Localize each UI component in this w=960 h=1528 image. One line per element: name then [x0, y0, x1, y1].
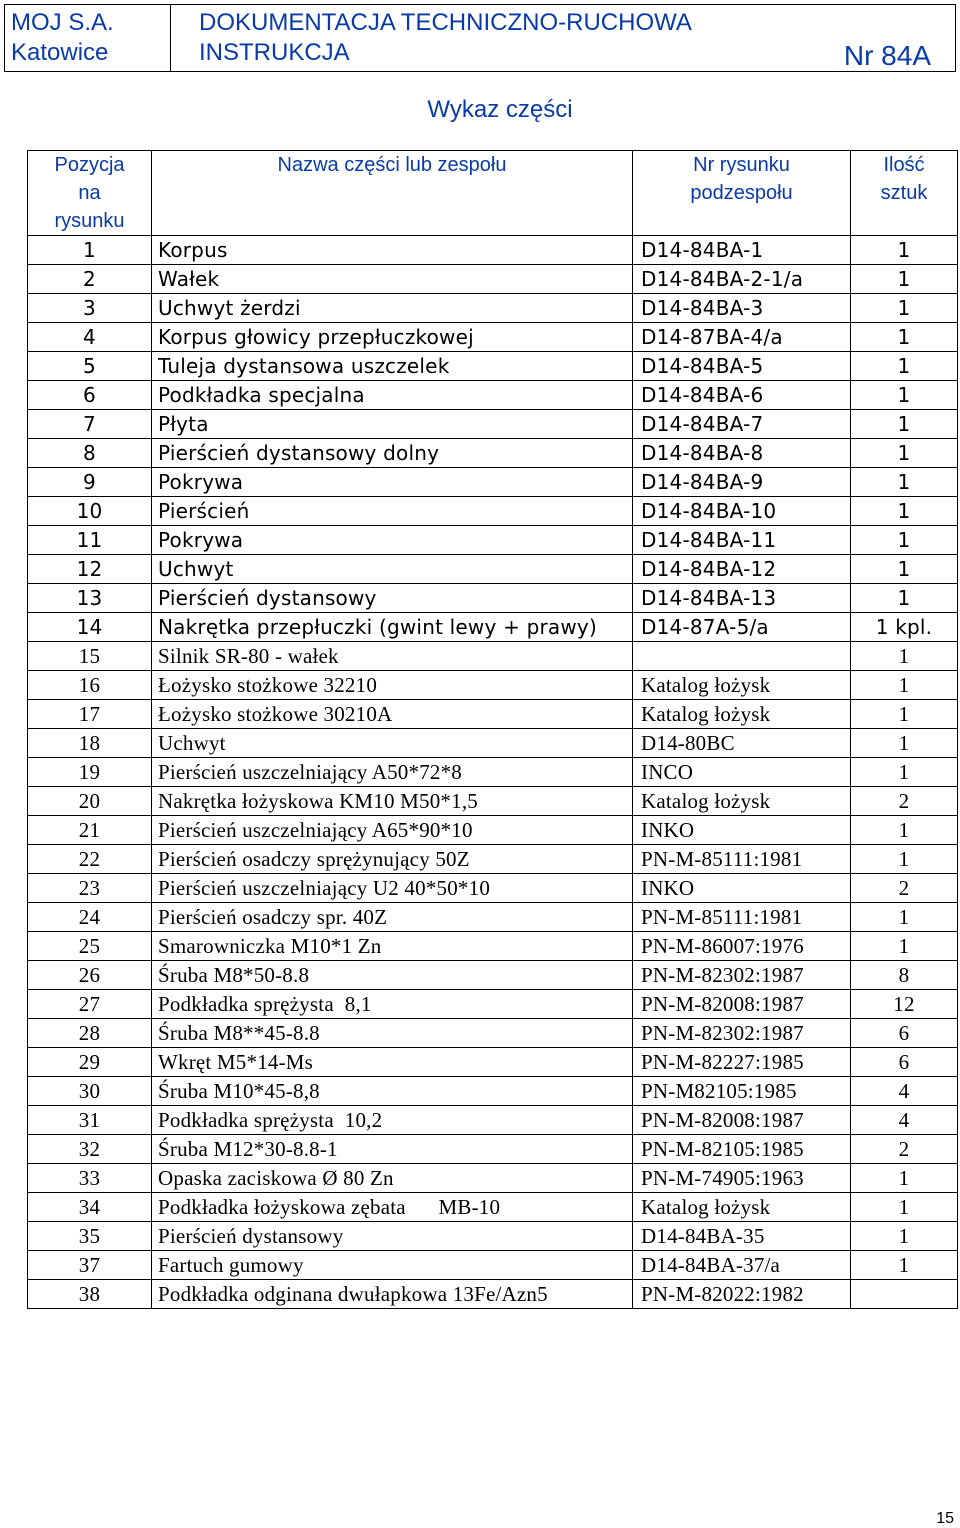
- cell-quantity: 1: [851, 497, 958, 526]
- cell-name: Tuleja dystansowa uszczelek: [152, 352, 633, 381]
- cell-quantity: 1: [851, 381, 958, 410]
- cell-drawing: D14-84BA-35: [633, 1222, 851, 1251]
- cell-drawing: D14-84BA-12: [633, 555, 851, 584]
- cell-position: 7: [28, 410, 152, 439]
- cell-position: 24: [28, 903, 152, 932]
- document-header: [4, 4, 956, 72]
- cell-position: 1: [28, 236, 152, 265]
- cell-quantity: 12: [851, 990, 958, 1019]
- document-type: DOKUMENTACJA TECHNICZNO-RUCHOWA: [199, 9, 692, 36]
- cell-name: Płyta: [152, 410, 633, 439]
- cell-drawing: D14-84BA-2-1/a: [633, 265, 851, 294]
- cell-position: 4: [28, 323, 152, 352]
- cell-drawing: D14-84BA-10: [633, 497, 851, 526]
- table-row: [28, 1251, 958, 1280]
- column-header-drawing-label: Nr rysunku podzespołu: [690, 154, 793, 204]
- table-row: [28, 497, 958, 526]
- cell-position: 9: [28, 468, 152, 497]
- cell-name: Śruba M10*45-8,8: [152, 1077, 633, 1106]
- cell-name: Pierścień osadczy spr. 40Z: [152, 903, 633, 932]
- cell-drawing: INKO: [633, 816, 851, 845]
- cell-drawing: Katalog łożysk: [633, 671, 851, 700]
- cell-drawing: PN-M-82105:1985: [633, 1135, 851, 1164]
- cell-drawing: Katalog łożysk: [633, 787, 851, 816]
- cell-position: 14: [28, 613, 152, 642]
- cell-drawing: D14-80BC: [633, 729, 851, 758]
- cell-name: Łożysko stożkowe 30210A: [152, 700, 633, 729]
- parts-table: [27, 150, 958, 1309]
- document-title-box: [171, 5, 955, 71]
- cell-position: 11: [28, 526, 152, 555]
- column-header-position-label: Pozycja na rysunku: [54, 154, 125, 232]
- cell-position: 27: [28, 990, 152, 1019]
- cell-drawing: D14-87A-5/a: [633, 613, 851, 642]
- cell-quantity: 1: [851, 352, 958, 381]
- cell-name: Łożysko stożkowe 32210: [152, 671, 633, 700]
- table-row: [28, 613, 958, 642]
- table-row: [28, 526, 958, 555]
- cell-quantity: 1: [851, 294, 958, 323]
- cell-quantity: 1: [851, 584, 958, 613]
- table-row: [28, 758, 958, 787]
- cell-drawing: D14-87BA-4/a: [633, 323, 851, 352]
- cell-drawing: D14-84BA-8: [633, 439, 851, 468]
- cell-drawing: D14-84BA-13: [633, 584, 851, 613]
- cell-position: 25: [28, 932, 152, 961]
- cell-quantity: [851, 1280, 958, 1309]
- column-header-name: [152, 151, 633, 236]
- cell-position: 12: [28, 555, 152, 584]
- table-row: [28, 1077, 958, 1106]
- cell-drawing: D14-84BA-5: [633, 352, 851, 381]
- cell-position: 5: [28, 352, 152, 381]
- cell-name: Nakrętka przepłuczki (gwint lewy + prawy): [152, 613, 633, 642]
- cell-quantity: 1: [851, 671, 958, 700]
- table-row: [28, 584, 958, 613]
- table-row: [28, 381, 958, 410]
- cell-position: 19: [28, 758, 152, 787]
- cell-position: 31: [28, 1106, 152, 1135]
- cell-quantity: 1: [851, 468, 958, 497]
- cell-quantity: 1: [851, 845, 958, 874]
- table-row: [28, 468, 958, 497]
- table-row: [28, 700, 958, 729]
- cell-position: 18: [28, 729, 152, 758]
- table-row: [28, 1019, 958, 1048]
- table-header-row: [28, 151, 958, 236]
- cell-quantity: 1: [851, 323, 958, 352]
- table-row: [28, 1193, 958, 1222]
- cell-name: Podkładka specjalna: [152, 381, 633, 410]
- cell-name: Podkładka odginana dwułapkowa 13Fe/Azn5: [152, 1280, 633, 1309]
- company-name: MOJ S.A.: [11, 9, 114, 36]
- cell-position: 10: [28, 497, 152, 526]
- cell-name: Pierścień dystansowy: [152, 584, 633, 613]
- cell-position: 33: [28, 1164, 152, 1193]
- cell-position: 35: [28, 1222, 152, 1251]
- cell-name: Pierścień uszczelniający A65*90*10: [152, 816, 633, 845]
- cell-position: 21: [28, 816, 152, 845]
- table-row: [28, 352, 958, 381]
- cell-name: Pierścień dystansowy dolny: [152, 439, 633, 468]
- cell-name: Podkładka łożyskowa zębata MB-10: [152, 1193, 633, 1222]
- cell-name: Uchwyt: [152, 555, 633, 584]
- cell-drawing: PN-M-82008:1987: [633, 990, 851, 1019]
- cell-position: 8: [28, 439, 152, 468]
- cell-position: 20: [28, 787, 152, 816]
- table-row: [28, 787, 958, 816]
- table-row: [28, 1222, 958, 1251]
- cell-name: Wałek: [152, 265, 633, 294]
- cell-name: Śruba M12*30-8.8-1: [152, 1135, 633, 1164]
- cell-name: Pokrywa: [152, 526, 633, 555]
- company-box: [5, 5, 171, 71]
- table-row: [28, 294, 958, 323]
- cell-drawing: PN-M-74905:1963: [633, 1164, 851, 1193]
- cell-name: Pokrywa: [152, 468, 633, 497]
- table-row: [28, 1280, 958, 1309]
- table-row: [28, 265, 958, 294]
- cell-quantity: 2: [851, 787, 958, 816]
- cell-position: 37: [28, 1251, 152, 1280]
- table-row: [28, 990, 958, 1019]
- cell-quantity: 2: [851, 874, 958, 903]
- cell-drawing: D14-84BA-6: [633, 381, 851, 410]
- cell-position: 28: [28, 1019, 152, 1048]
- table-row: [28, 903, 958, 932]
- cell-position: 6: [28, 381, 152, 410]
- cell-position: 3: [28, 294, 152, 323]
- table-row: [28, 1164, 958, 1193]
- cell-quantity: 1: [851, 410, 958, 439]
- document-number: Nr 84A: [843, 40, 931, 71]
- table-row: [28, 555, 958, 584]
- cell-name: Uchwyt żerdzi: [152, 294, 633, 323]
- cell-quantity: 1: [851, 1193, 958, 1222]
- table-row: [28, 845, 958, 874]
- parts-table-body: [28, 236, 958, 1309]
- cell-quantity: 1: [851, 816, 958, 845]
- cell-drawing: INKO: [633, 874, 851, 903]
- cell-quantity: 1: [851, 1164, 958, 1193]
- cell-quantity: 1: [851, 903, 958, 932]
- cell-quantity: 1 kpl.: [851, 613, 958, 642]
- column-header-quantity: [851, 151, 958, 236]
- cell-position: 26: [28, 961, 152, 990]
- cell-quantity: 1: [851, 758, 958, 787]
- cell-quantity: 1: [851, 236, 958, 265]
- table-row: [28, 932, 958, 961]
- cell-drawing: PN-M-82227:1985: [633, 1048, 851, 1077]
- cell-drawing: PN-M-82008:1987: [633, 1106, 851, 1135]
- cell-position: 22: [28, 845, 152, 874]
- company-city: Katowice: [11, 39, 109, 66]
- cell-name: Fartuch gumowy: [152, 1251, 633, 1280]
- cell-name: Pierścień osadczy sprężynujący 50Z: [152, 845, 633, 874]
- cell-position: 32: [28, 1135, 152, 1164]
- cell-name: Opaska zaciskowa Ø 80 Zn: [152, 1164, 633, 1193]
- page-number: 15: [936, 1510, 954, 1527]
- cell-name: Wkręt M5*14-Ms: [152, 1048, 633, 1077]
- cell-name: Pierścień uszczelniający U2 40*50*10: [152, 874, 633, 903]
- cell-drawing: D14-84BA-37/a: [633, 1251, 851, 1280]
- cell-drawing: PN-M-82022:1982: [633, 1280, 851, 1309]
- table-row: [28, 961, 958, 990]
- cell-drawing: Katalog łożysk: [633, 700, 851, 729]
- cell-name: Śruba M8*50-8.8: [152, 961, 633, 990]
- cell-drawing: D14-84BA-11: [633, 526, 851, 555]
- column-header-quantity-label: Ilość sztuk: [880, 154, 928, 204]
- cell-name: Pierścień uszczelniający A50*72*8: [152, 758, 633, 787]
- column-header-position: [28, 151, 152, 236]
- page-title: Wykaz części: [427, 96, 573, 123]
- cell-position: 23: [28, 874, 152, 903]
- cell-quantity: 4: [851, 1106, 958, 1135]
- cell-name: Korpus: [152, 236, 633, 265]
- cell-name: Uchwyt: [152, 729, 633, 758]
- cell-quantity: 1: [851, 1251, 958, 1280]
- cell-position: 13: [28, 584, 152, 613]
- cell-name: Silnik SR-80 - wałek: [152, 642, 633, 671]
- cell-quantity: 6: [851, 1048, 958, 1077]
- cell-drawing: D14-84BA-3: [633, 294, 851, 323]
- cell-name: Nakrętka łożyskowa KM10 M50*1,5: [152, 787, 633, 816]
- column-header-name-label: Nazwa części lub zespołu: [277, 154, 507, 176]
- cell-name: Smarowniczka M10*1 Zn: [152, 932, 633, 961]
- cell-drawing: PN-M-82302:1987: [633, 961, 851, 990]
- cell-quantity: 1: [851, 555, 958, 584]
- cell-quantity: 2: [851, 1135, 958, 1164]
- cell-drawing: PN-M-85111:1981: [633, 903, 851, 932]
- table-row: [28, 1048, 958, 1077]
- cell-drawing: PN-M-82302:1987: [633, 1019, 851, 1048]
- cell-quantity: 1: [851, 700, 958, 729]
- table-row: [28, 1106, 958, 1135]
- cell-position: 34: [28, 1193, 152, 1222]
- cell-drawing: PN-M82105:1985: [633, 1077, 851, 1106]
- cell-quantity: 8: [851, 961, 958, 990]
- cell-name: Pierścień: [152, 497, 633, 526]
- cell-quantity: 4: [851, 1077, 958, 1106]
- cell-quantity: 1: [851, 729, 958, 758]
- cell-position: 30: [28, 1077, 152, 1106]
- cell-quantity: 1: [851, 1222, 958, 1251]
- cell-name: Korpus głowicy przepłuczkowej: [152, 323, 633, 352]
- table-row: [28, 323, 958, 352]
- cell-name: Pierścień dystansowy: [152, 1222, 633, 1251]
- cell-position: 29: [28, 1048, 152, 1077]
- cell-quantity: 1: [851, 439, 958, 468]
- cell-drawing: D14-84BA-7: [633, 410, 851, 439]
- cell-drawing: Katalog łożysk: [633, 1193, 851, 1222]
- cell-drawing: D14-84BA-1: [633, 236, 851, 265]
- document-subtype: INSTRUKCJA: [199, 39, 350, 66]
- cell-position: 17: [28, 700, 152, 729]
- table-row: [28, 874, 958, 903]
- cell-quantity: 6: [851, 1019, 958, 1048]
- cell-drawing: D14-84BA-9: [633, 468, 851, 497]
- table-row: [28, 236, 958, 265]
- cell-name: Śruba M8**45-8.8: [152, 1019, 633, 1048]
- cell-quantity: 1: [851, 265, 958, 294]
- table-row: [28, 410, 958, 439]
- cell-drawing: PN-M-85111:1981: [633, 845, 851, 874]
- column-header-drawing: [633, 151, 851, 236]
- table-row: [28, 1135, 958, 1164]
- cell-position: 16: [28, 671, 152, 700]
- cell-quantity: 1: [851, 526, 958, 555]
- cell-quantity: 1: [851, 642, 958, 671]
- cell-position: 2: [28, 265, 152, 294]
- table-row: [28, 816, 958, 845]
- cell-name: Podkładka sprężysta 8,1: [152, 990, 633, 1019]
- table-row: [28, 642, 958, 671]
- table-row: [28, 671, 958, 700]
- cell-quantity: 1: [851, 932, 958, 961]
- cell-name: Podkładka sprężysta 10,2: [152, 1106, 633, 1135]
- cell-drawing: [633, 642, 851, 671]
- cell-drawing: INCO: [633, 758, 851, 787]
- cell-position: 15: [28, 642, 152, 671]
- table-row: [28, 729, 958, 758]
- cell-drawing: PN-M-86007:1976: [633, 932, 851, 961]
- cell-position: 38: [28, 1280, 152, 1309]
- table-row: [28, 439, 958, 468]
